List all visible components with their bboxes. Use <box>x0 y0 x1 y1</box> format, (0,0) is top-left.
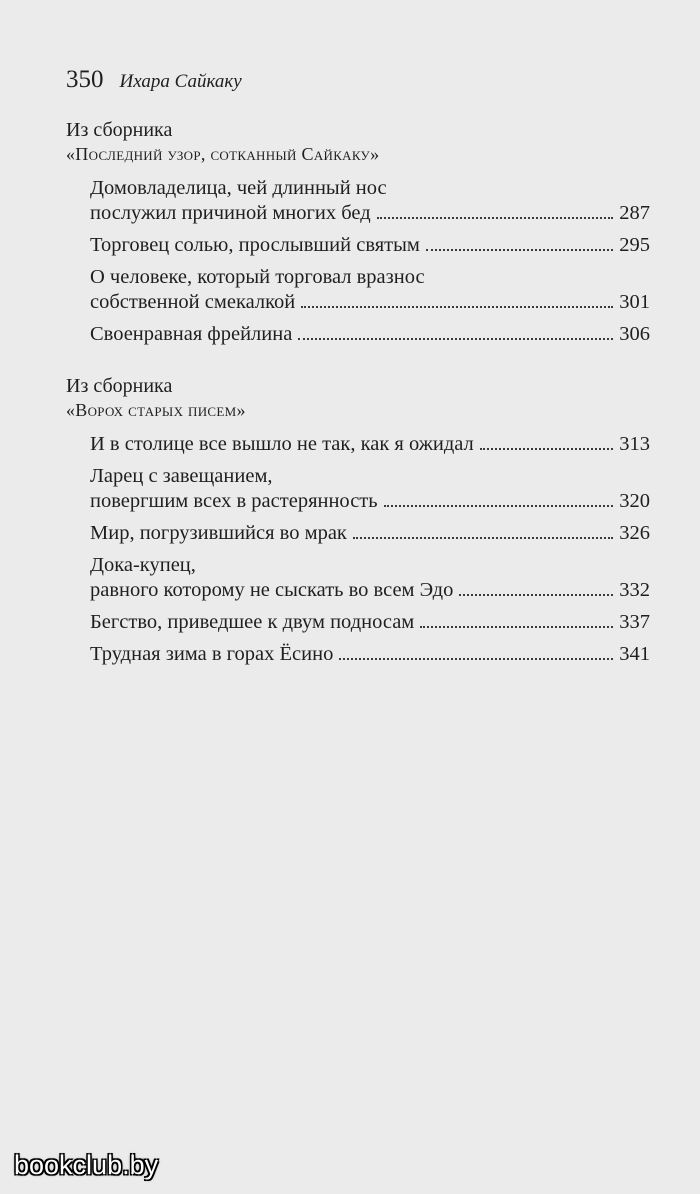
entry-page-number: 326 <box>619 522 650 544</box>
entry-page-number: 341 <box>619 643 650 665</box>
dot-leader <box>298 338 613 340</box>
entry-title-line: послужил причиной многих бед <box>90 202 371 224</box>
toc-entry <box>90 642 650 667</box>
dot-leader <box>301 306 613 308</box>
section-label: Из сборника <box>66 119 173 141</box>
entry-page-number: 301 <box>619 291 650 313</box>
entry-page-number: 313 <box>619 433 650 455</box>
toc-entry <box>90 521 650 546</box>
entry-title-line: повергшим всех в растерянность <box>90 490 378 512</box>
entry-title-line: Своенравная фрейлина <box>90 323 293 345</box>
dot-leader <box>384 505 614 507</box>
entry-page-number: 337 <box>619 611 650 633</box>
toc-section-1 <box>66 118 650 354</box>
toc-entries <box>66 176 650 347</box>
watermark-logo: bookclub.by <box>14 1150 159 1180</box>
entry-page-number: 295 <box>619 234 650 256</box>
toc-entry <box>90 432 650 457</box>
page-header <box>66 66 242 94</box>
section-title: «Последний узор, сотканный Сайкаку» <box>66 144 380 164</box>
entry-title-line: Трудная зима в горах Ёсино <box>90 643 334 665</box>
section-label: Из сборника <box>66 375 173 397</box>
toc-entry <box>90 233 650 258</box>
toc-entry <box>90 464 650 514</box>
toc-entries <box>66 432 650 667</box>
entry-page-number: 287 <box>619 202 650 224</box>
page-number: 350 <box>66 66 104 93</box>
entry-title-line: И в столице все вышло не так, как я ожидал <box>90 433 474 455</box>
entry-title-line: Ларец с завещанием, <box>90 465 273 487</box>
dot-leader <box>480 448 613 450</box>
toc-entry <box>90 322 650 347</box>
entry-page-number: 306 <box>619 323 650 345</box>
dot-leader <box>420 626 613 628</box>
running-head-author: Ихара Сайкаку <box>119 71 242 92</box>
entry-title-line: Дока-купец, <box>90 554 196 576</box>
entry-title-line: Мир, погрузившийся во мрак <box>90 522 347 544</box>
dot-leader <box>353 537 613 539</box>
toc-entry <box>90 265 650 315</box>
toc-section-2 <box>66 374 650 674</box>
entry-title-line: Домовладелица, чей длинный нос <box>90 177 387 199</box>
toc-entry <box>90 553 650 603</box>
dot-leader <box>339 658 613 660</box>
dot-leader <box>459 594 613 596</box>
entry-title-line: Бегство, приведшее к двум подносам <box>90 611 415 633</box>
section-title: «Ворох старых писем» <box>66 400 246 420</box>
dot-leader <box>426 249 613 251</box>
entry-title-line: равного которому не сыскать во всем Эдо <box>90 579 454 601</box>
entry-title-line: собственной смекалкой <box>90 291 296 313</box>
entry-title-line: О человеке, который торговал вразнос <box>90 266 425 288</box>
dot-leader <box>377 217 614 219</box>
toc-entry <box>90 176 650 226</box>
toc-entry <box>90 610 650 635</box>
entry-page-number: 332 <box>619 579 650 601</box>
entry-title-line: Торговец солью, прослывший святым <box>90 234 420 256</box>
entry-page-number: 320 <box>619 490 650 512</box>
